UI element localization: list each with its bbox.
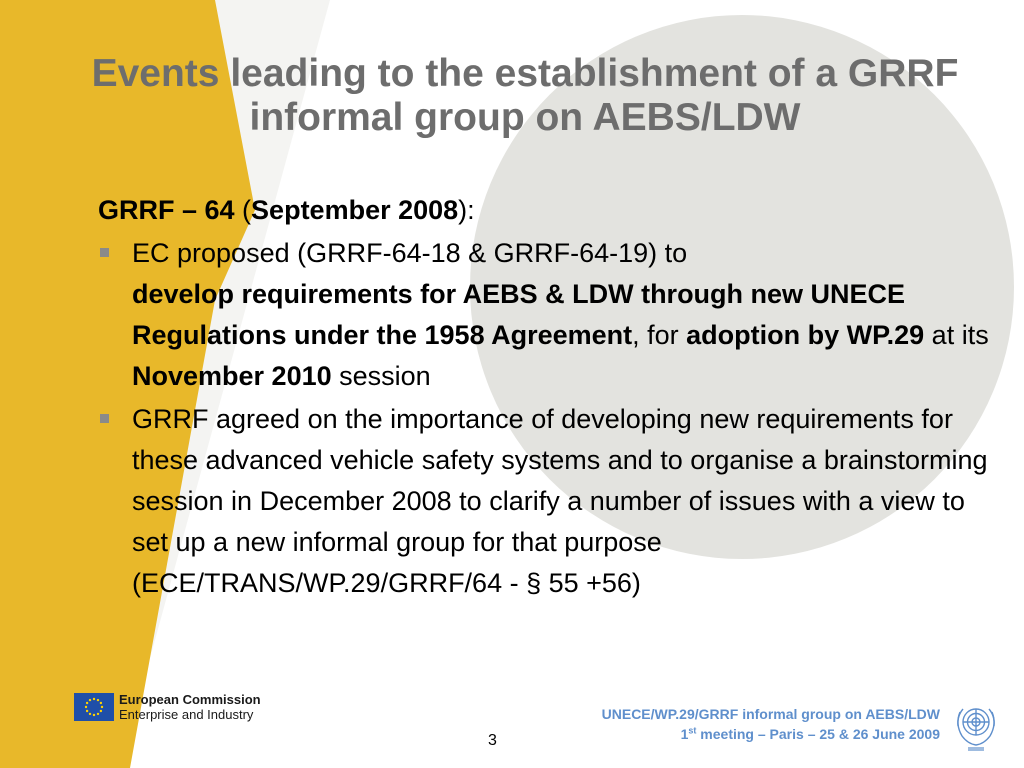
bullet-text bbox=[132, 238, 989, 391]
page-number: 3 bbox=[488, 732, 497, 749]
bullet-run: EC proposed (GRRF-64-18 & GRRF-64-19) to bbox=[132, 238, 688, 268]
meeting-line-1: UNECE/WP.29/GRRF informal group on AEBS/LDW bbox=[601, 706, 940, 722]
slide-title: Events leading to the establishment of a GRRF informal group on AEBS/LDW bbox=[91, 52, 959, 139]
bullet-text: GRRF agreed on the importance of developing new requirements for these advanced vehicle safety systems and to organise a brainstorming session in December 2008 to clarify a number of issues with a view to set up a new informal group for that purpose (ECE/TRANS/WP.29/GRRF/64 - § 55 +56) bbox=[132, 404, 988, 598]
square-bullet-icon bbox=[100, 248, 109, 257]
commission-dg: Enterprise and Industry bbox=[119, 707, 254, 722]
heading-close: ): bbox=[458, 195, 475, 225]
bullet-run: at its bbox=[924, 320, 989, 350]
square-bullet-icon bbox=[100, 414, 109, 423]
commission-text bbox=[119, 692, 261, 722]
bullet-run: session bbox=[331, 361, 431, 391]
meeting-details: meeting – Paris – 25 & 26 June 2009 bbox=[696, 726, 940, 742]
heading-open-paren: ( bbox=[234, 195, 252, 225]
slide-body bbox=[98, 190, 998, 606]
meeting-ordinal: 1 bbox=[680, 726, 689, 742]
meeting-info bbox=[500, 704, 940, 744]
eu-flag-icon bbox=[74, 693, 114, 721]
bullet-item bbox=[98, 399, 998, 604]
bullet-run-bold: develop requirements for AEBS & LDW through new UNECE Regulations under the 1958 Agreement bbox=[132, 279, 906, 350]
bullet-run-bold: November 2010 bbox=[132, 361, 332, 391]
meeting-ordinal-suffix: st bbox=[688, 725, 697, 736]
session-name: GRRF – 64 bbox=[98, 195, 235, 225]
un-emblem-icon bbox=[946, 696, 1006, 754]
meeting-line-2 bbox=[500, 724, 940, 744]
commission-name: European Commission bbox=[119, 692, 261, 707]
session-heading bbox=[98, 190, 998, 231]
session-date: September 2008 bbox=[251, 195, 459, 225]
bullet-run: , for bbox=[632, 320, 687, 350]
european-commission-logo bbox=[74, 692, 261, 722]
bullet-run-bold: adoption by WP.29 bbox=[686, 320, 925, 350]
bullet-item bbox=[98, 233, 998, 397]
